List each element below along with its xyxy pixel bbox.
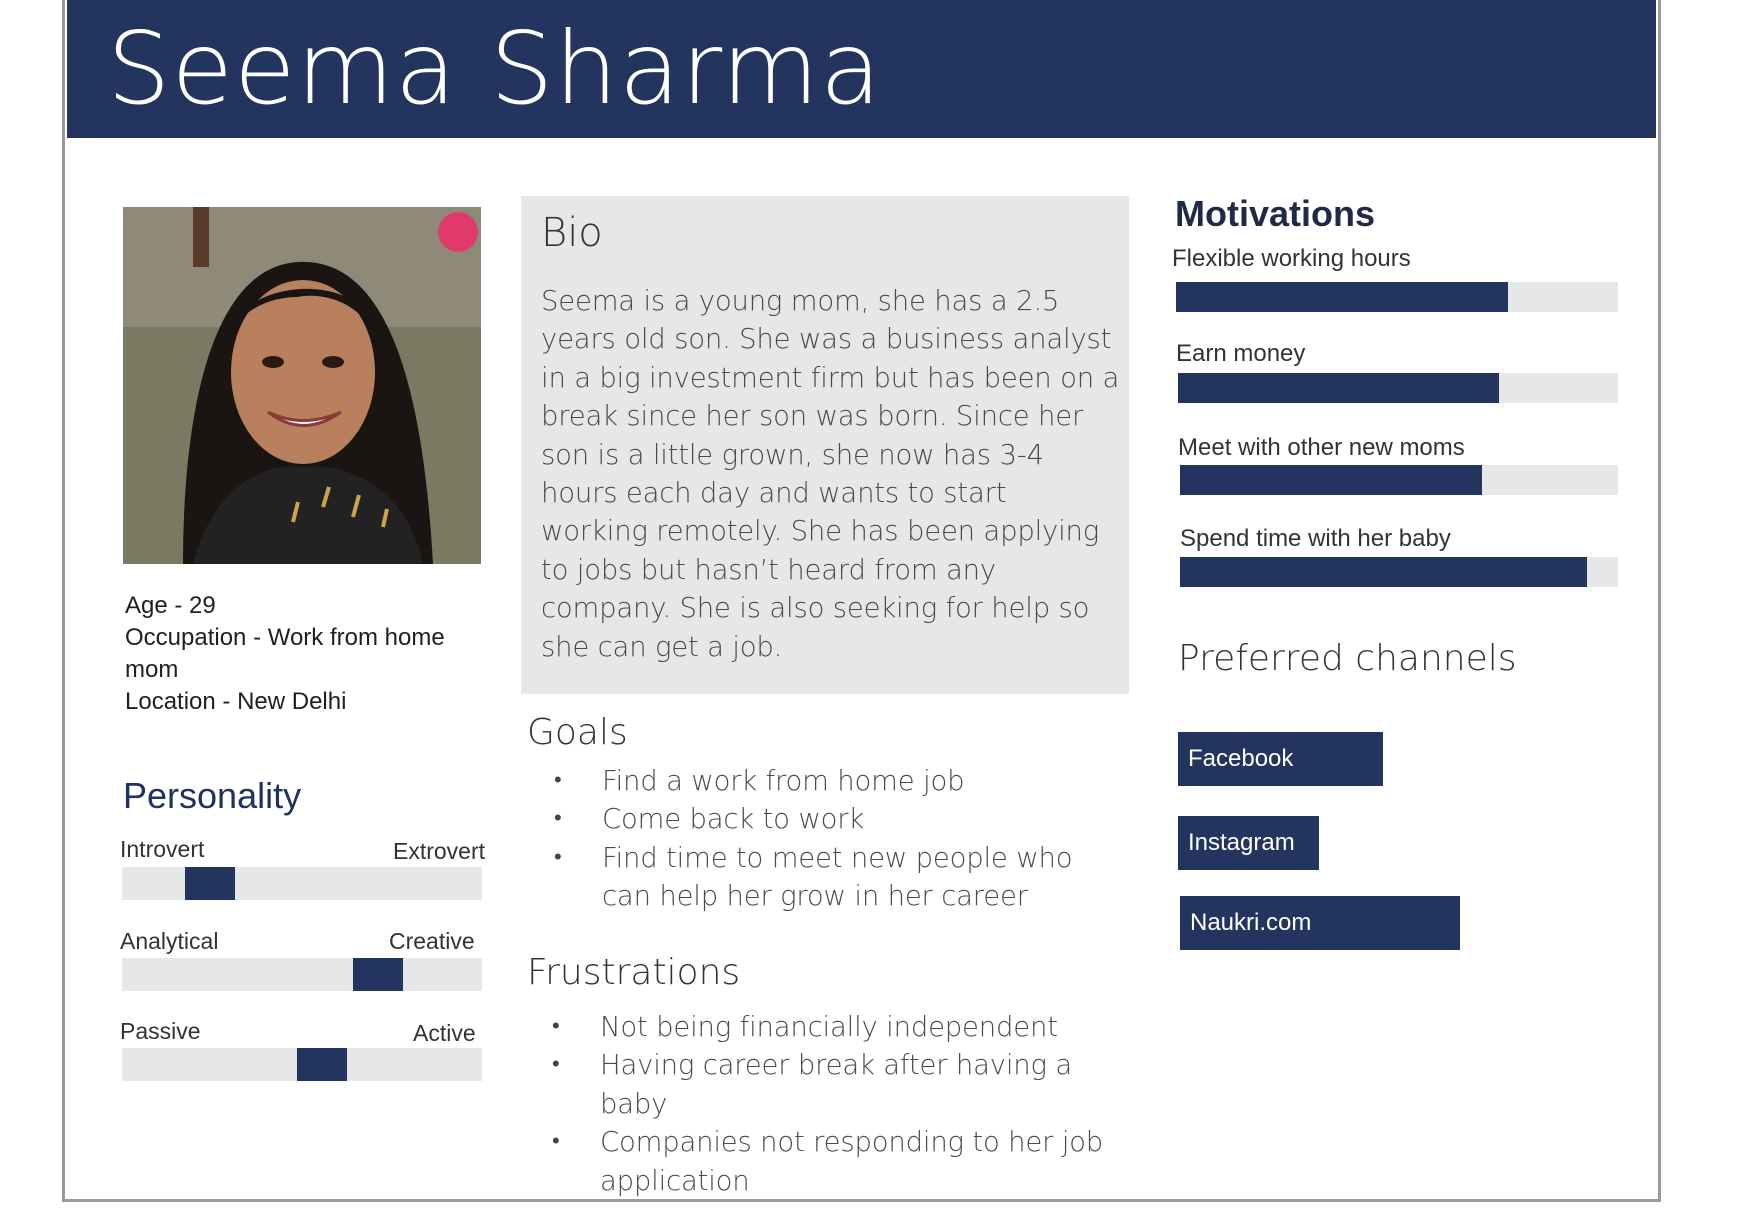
motivation-label: Earn money [1176,340,1306,367]
motivation-bar [1178,373,1618,403]
trait-slider-passive-active [122,1048,482,1081]
motivation-bar-fill [1180,465,1482,495]
list-item: • Find a work from home job [554,765,965,797]
trait-right-label: Active [413,1020,476,1046]
motivation-bar [1176,282,1618,312]
frustrations-list [528,1008,1108,1200]
list-item: • Having career break after having a baby [552,1049,1072,1120]
channel-instagram: Instagram [1178,816,1319,870]
profile-photo [123,207,481,564]
motivation-label: Meet with other new moms [1178,434,1465,461]
channel-facebook: Facebook [1178,732,1383,786]
motivations-title: Motivations [1175,193,1376,234]
frustrations-title: Frustrations [527,952,741,993]
persona-name: Seema Sharma [107,10,883,127]
trait-left-label: Introvert [120,836,205,862]
motivation-bar-fill [1180,557,1587,587]
person-photo-icon [123,207,481,564]
trait-marker [185,867,235,900]
trait-marker [353,958,403,991]
motivation-label: Spend time with her baby [1180,525,1451,552]
list-item: • Find time to meet new people who can help her grow in her career [554,841,1073,913]
trait-slider-introvert-extrovert [122,867,482,900]
age-text: Age - 29 [125,592,216,619]
trait-left-label: Passive [120,1018,201,1044]
trait-left-label: Analytical [120,928,219,954]
bio-title: Bio [541,210,603,256]
trait-right-label: Extrovert [393,838,486,864]
occupation-text: Occupation - Work from home [125,624,445,651]
bio-text: Seema is a young mom, she has a 2.5 years old son. She was a business analyst in a big investment firm but has been on a break since her son was born. Since her son is a little grown, she now has 3-4 hours each day and wants to start working remotely. She has been applying to jobs but hasn’t heard from any company. She is also seeking for help so she can get a job. [541,285,1120,663]
personality-title: Personality [123,775,302,816]
list-item: • Not being financially independent [552,1011,1058,1043]
header-banner [67,0,1656,138]
motivation-bar-fill [1176,282,1508,312]
goals-title: Goals [527,712,628,753]
list-item: • Companies not responding to her job application [552,1126,1104,1197]
trait-slider-analytical-creative [122,958,482,991]
channels-title: Preferred channels [1178,638,1517,679]
motivation-bar [1180,557,1618,587]
trait-marker [297,1048,347,1081]
occupation-text-cont: mom [125,656,179,683]
motivation-bar [1180,465,1618,495]
location-text: Location - New Delhi [125,688,347,715]
trait-right-label: Creative [389,928,475,954]
goals-list [530,762,1090,916]
channel-naukri: Naukri.com [1180,896,1460,950]
motivation-bar-fill [1178,373,1499,403]
list-item: • Come back to work [554,803,865,836]
bio-panel [521,196,1129,694]
motivation-label: Flexible working hours [1172,245,1411,272]
